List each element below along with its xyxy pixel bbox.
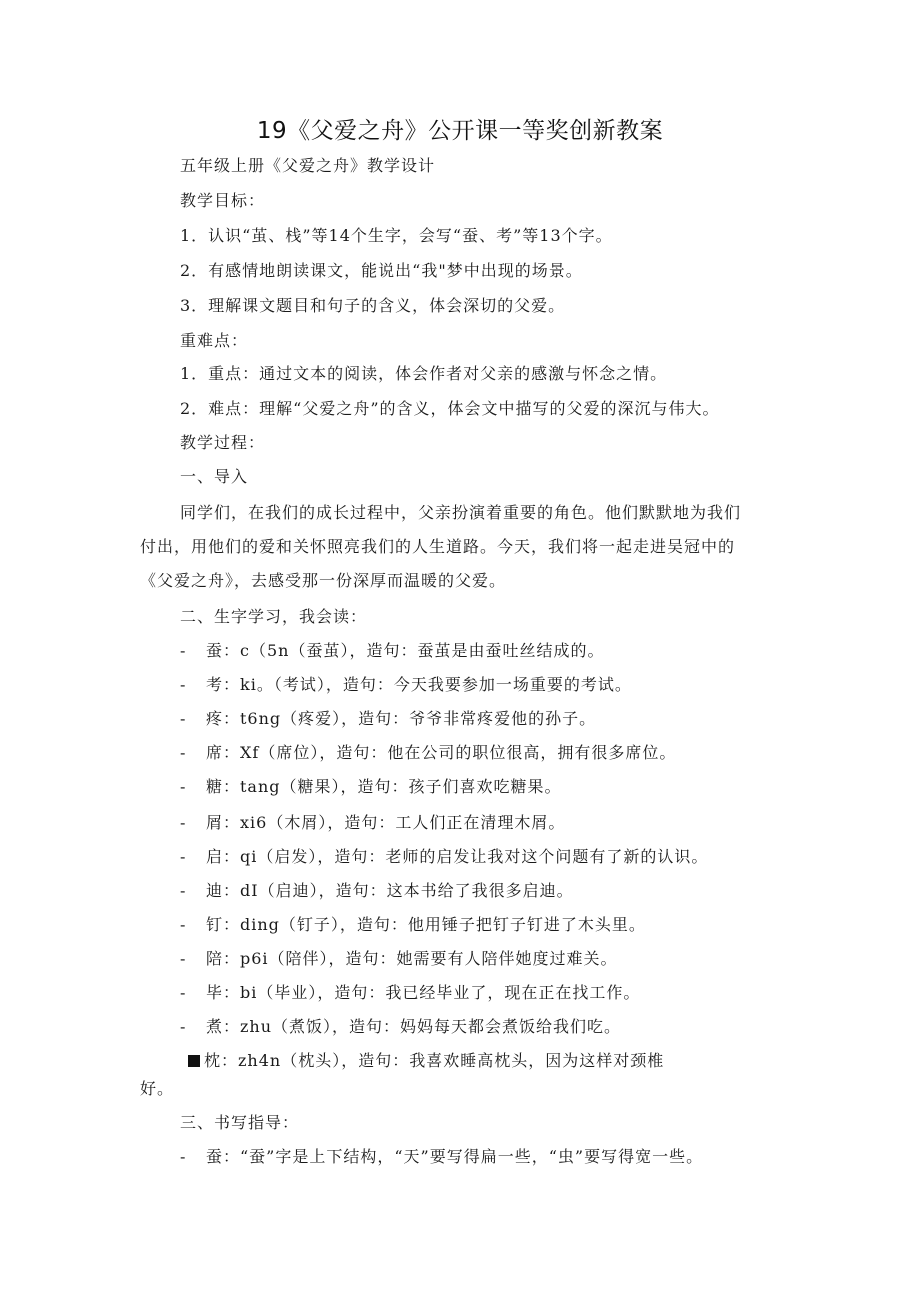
intro-paragraph-line: 《父爱之舟》，去感受那一份深厚而温暖的父爱。	[140, 571, 507, 590]
vocab-heading: 二、生字学习，我会读：	[180, 607, 368, 626]
goals-heading: 教学目标：	[180, 191, 266, 210]
writing-item	[180, 1146, 703, 1168]
vocab-item-last-continuation: 好。	[140, 1079, 175, 1098]
vocab-text: 席：Xf（席位），造句：他在公司的职位很高，拥有很多席位。	[206, 743, 677, 762]
vocab-item	[180, 742, 676, 764]
document-subtitle: 五年级上册《父爱之舟》教学设计	[180, 156, 436, 175]
dash-marker: -	[180, 709, 187, 728]
vocab-item	[180, 640, 604, 662]
vocab-item	[180, 1016, 621, 1038]
dash-marker: -	[180, 983, 187, 1002]
dash-marker: -	[180, 675, 187, 694]
vocab-item	[180, 880, 574, 902]
goal-item: 2．有感情地朗读课文，能说出“我"梦中出现的场景。	[180, 261, 583, 280]
intro-paragraph-line: 同学们，在我们的成长过程中，父亲扮演着重要的角色。他们默默地为我们	[180, 503, 742, 522]
vocab-item	[180, 674, 632, 696]
vocab-text: 疼：t6ng（疼爱），造句：爷爷非常疼爱他的孙子。	[206, 709, 597, 728]
vocab-item	[180, 812, 565, 834]
dash-marker: -	[180, 743, 187, 762]
intro-paragraph-line: 付出，用他们的爱和关怀照亮我们的人生道路。今天，我们将一起走进吴冠中的	[140, 537, 736, 556]
vocab-item	[180, 982, 640, 1004]
dash-marker: -	[180, 915, 187, 934]
writing-heading: 三、书写指导：	[180, 1113, 300, 1132]
key-point-item: 1．重点：通过文本的阅读，体会作者对父亲的感激与怀念之情。	[180, 364, 668, 383]
vocab-text: 屑：xi6（木屑），造句：工人们正在清理木屑。	[206, 813, 566, 832]
vocab-text: 蚕：c（5n（蚕茧），造句：蚕茧是由蚕吐丝结成的。	[206, 641, 605, 660]
writing-text: 蚕：“蚕”字是上下结构，“天”要写得扁一些，“虫”要写得宽一些。	[206, 1147, 704, 1166]
dash-marker: -	[180, 949, 187, 968]
intro-heading: 一、导入	[180, 467, 249, 486]
key-points-heading: 重难点：	[180, 331, 249, 350]
dash-marker: -	[180, 847, 187, 866]
process-heading: 教学过程：	[180, 433, 266, 452]
goal-item: 1．认识“茧、栈”等14个生字，会写“蚕、考”等13个字。	[180, 226, 613, 245]
vocab-item	[180, 914, 646, 936]
vocab-text: 启：qi（启发），造句：老师的启发让我对这个问题有了新的认识。	[206, 847, 709, 866]
vocab-item	[180, 776, 562, 798]
dash-marker: -	[180, 641, 187, 660]
dash-marker: -	[180, 1017, 187, 1036]
vocab-item-last	[188, 1050, 664, 1072]
key-point-item: 2．难点：理解“父爱之舟”的含义，体会文中描写的父爱的深沉与伟大。	[180, 399, 720, 418]
vocab-text: 毕：bi（毕业），造句：我已经毕业了，现在正在找工作。	[206, 983, 641, 1002]
vocab-text: 枕：zh4n（枕头），造句：我喜欢睡高枕头，因为这样对颈椎	[204, 1051, 665, 1070]
vocab-item	[180, 708, 596, 730]
vocab-text: 煮：zhu（煮饭），造句：妈妈每天都会煮饭给我们吃。	[206, 1017, 622, 1036]
vocab-item	[180, 948, 618, 970]
vocab-text: 钉：ding（钉子），造句：他用锤子把钉子钉进了木头里。	[206, 915, 646, 934]
document-title: 19《父爱之舟》公开课一等奖创新教案	[256, 118, 664, 144]
vocab-item	[180, 846, 708, 868]
vocab-text: 迪：dI（启迪），造句：这本书给了我很多启迪。	[206, 881, 574, 900]
dash-marker: -	[180, 813, 187, 832]
vocab-text: 陪：p6i（陪伴），造句：她需要有人陪伴她度过难关。	[206, 949, 618, 968]
vocab-text: 考：ki。（考试），造句：今天我要参加一场重要的考试。	[206, 675, 632, 694]
dash-marker: -	[180, 777, 187, 796]
dash-marker: -	[180, 1147, 187, 1166]
goal-item: 3．理解课文题目和句子的含义，体会深切的父爱。	[180, 296, 566, 315]
square-bullet-icon	[188, 1055, 200, 1067]
dash-marker: -	[180, 881, 187, 900]
vocab-text: 糖：tang（糖果），造句：孩子们喜欢吃糖果。	[206, 777, 562, 796]
